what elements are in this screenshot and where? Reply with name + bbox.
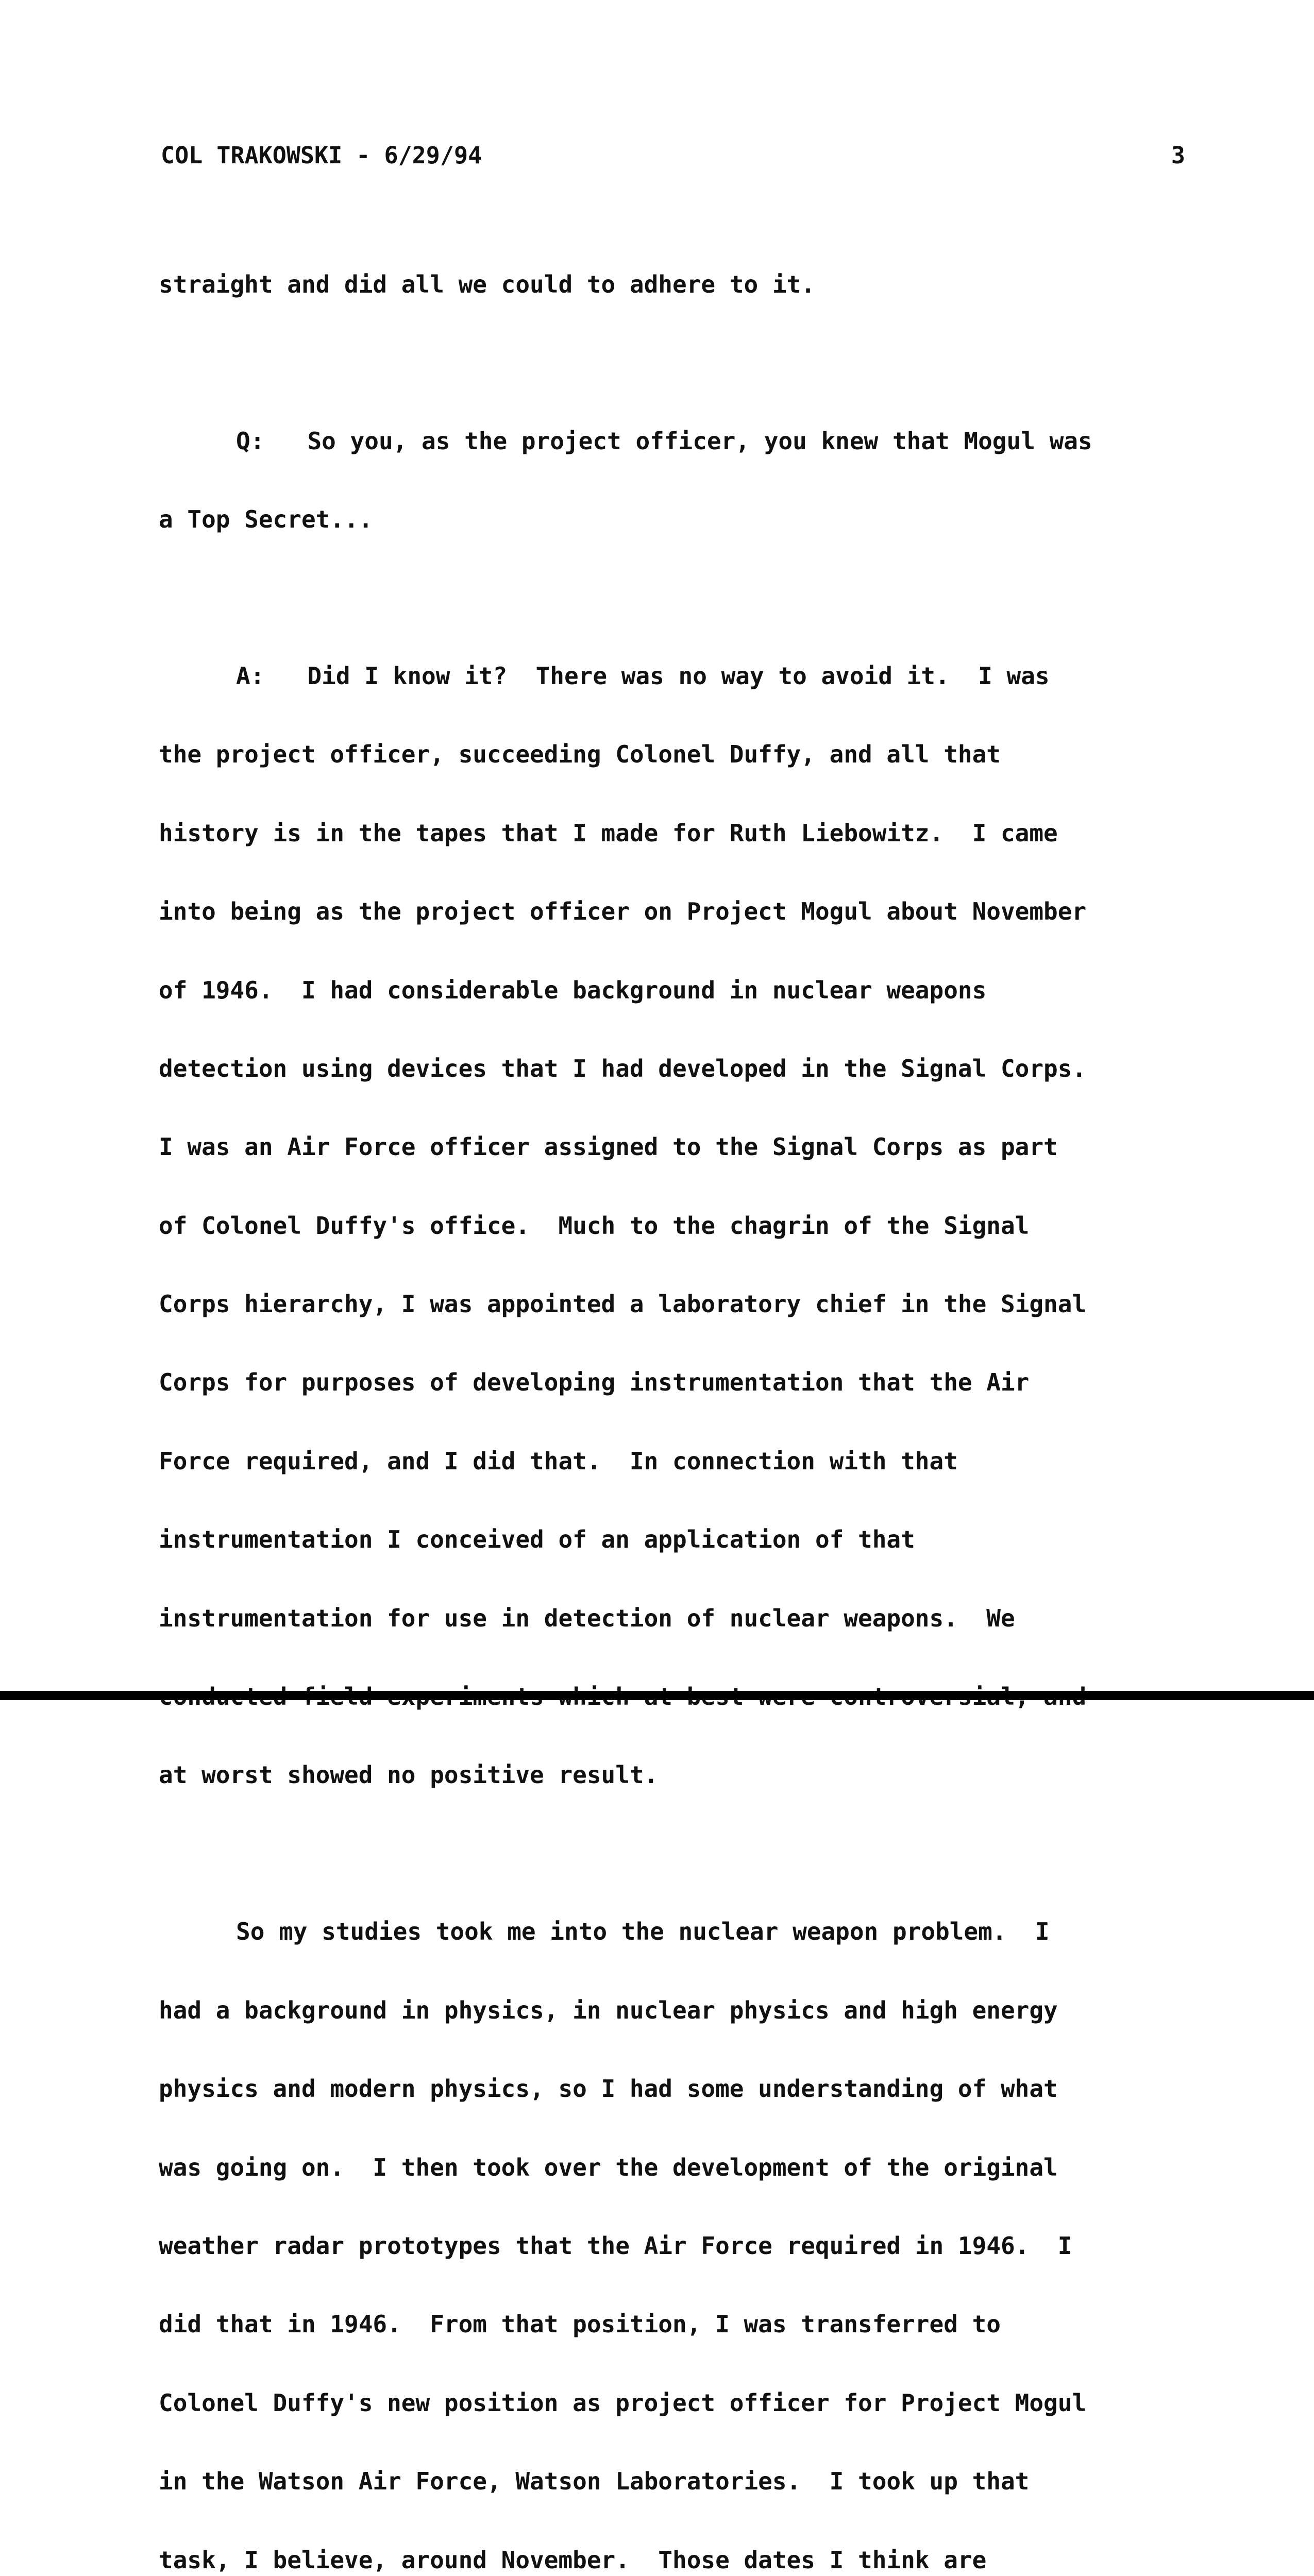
text-line: Corps hierarchy, I was appointed a laboratory chief in the Signal — [159, 1290, 1087, 1318]
page-header — [161, 140, 1185, 171]
text-line: had a background in physics, in nuclear physics and high energy — [159, 1996, 1058, 2024]
text-line: detection using devices that I had developed in the Signal Corps. — [159, 1054, 1087, 1082]
text-line: a Top Secret... — [159, 505, 373, 533]
text-line: history is in the tapes that I made for Ruth Liebowitz. I came — [159, 819, 1058, 847]
page-number: 3 — [1171, 142, 1185, 169]
text-line: task, I believe, around November. Those dates I think are — [159, 2546, 987, 2574]
text-line: weather radar prototypes that the Air Force required in 1946. I — [159, 2231, 1072, 2260]
text-line: at worst showed no positive result. — [159, 1761, 659, 1789]
header-title: COL TRAKOWSKI - 6/29/94 — [161, 142, 482, 169]
text-line: physics and modern physics, so I had some understanding of what — [159, 2075, 1058, 2103]
text-line: of Colonel Duffy's office. Much to the chagrin of the Signal — [159, 1211, 1030, 1240]
text-line: did that in 1946. From that position, I was transferred to — [159, 2310, 1001, 2338]
text-line: Corps for purposes of developing instrumentation that the Air — [159, 1368, 1030, 1397]
text-line: Colonel Duffy's new position as project officer for Project Mogul — [159, 2388, 1087, 2417]
text-line: in the Watson Air Force, Watson Laboratories. I took up that — [159, 2467, 1030, 2496]
text-line: Force required, and I did that. In connection with that — [159, 1447, 958, 1475]
paragraph-question — [159, 376, 1189, 585]
text-line: instrumentation I conceived of an application of that — [159, 1526, 915, 1554]
text-line: I was an Air Force officer assigned to the Signal Corps as part — [159, 1133, 1058, 1161]
text-line: the project officer, succeeding Colonel Duffy, and all that — [159, 740, 1001, 769]
text-line: instrumentation for use in detection of nuclear weapons. We — [159, 1604, 1015, 1632]
transcript-body — [159, 219, 1189, 2576]
text-line: of 1946. I had considerable background in nuclear weapons — [159, 976, 987, 1004]
text-line: into being as the project officer on Project Mogul about November — [159, 897, 1087, 926]
paragraph-answer — [159, 611, 1189, 1840]
paragraph-continuation — [159, 219, 1189, 350]
paragraph-narrative — [159, 1867, 1189, 2576]
text-line: was going on. I then took over the development of the original — [159, 2153, 1058, 2181]
text-line: Q: So you, as the project officer, you knew that Mogul was — [236, 427, 1092, 455]
text-line: A: Did I know it? There was no way to avoid it. I was — [236, 662, 1050, 690]
scan-bottom-edge — [0, 1691, 1314, 1700]
text-line: So my studies took me into the nuclear weapon problem. I — [236, 1918, 1050, 1946]
text-line: straight and did all we could to adhere to it. — [159, 270, 815, 298]
